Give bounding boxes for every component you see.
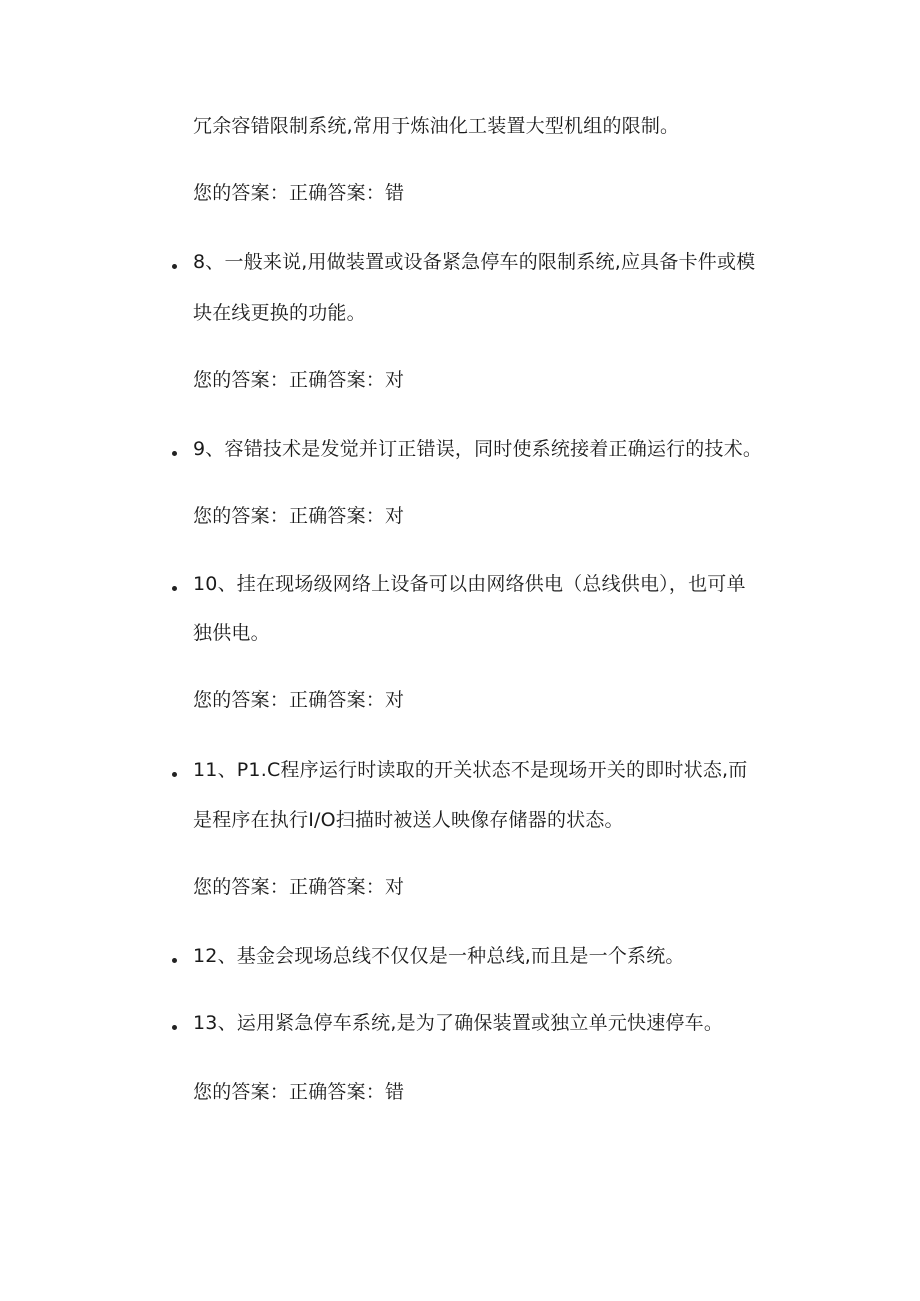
intro-answer-text: 您的答案：正确答案：错 xyxy=(193,182,405,204)
question-12-line-1: 12、基金会现场总线不仅仅是一种总线,而且是一个系统。 xyxy=(193,945,685,967)
question-8-line-2: 块在线更换的功能。 xyxy=(193,302,366,324)
question-11-line-2: 是程序在执行I/O扫描时被送人映像存储器的状态。 xyxy=(193,809,624,831)
bullet-icon xyxy=(172,772,177,777)
question-13-line-1: 13、运用紧急停车系统,是为了确保装置或独立单元快速停车。 xyxy=(193,1012,724,1034)
question-8-answer: 您的答案：正确答案：对 xyxy=(193,369,405,391)
bullet-icon xyxy=(172,264,177,269)
question-8-line-1: 8、一般来说,用做装置或设备紧急停车的限制系统,应具备卡件或模 xyxy=(193,251,756,273)
question-9-line-1: 9、容错技术是发觉并订正错误，同时使系统接着正确运行的技术。 xyxy=(193,438,763,460)
intro-continuation-text: 冗余容错限制系统,常用于炼油化工装置大型机组的限制。 xyxy=(193,115,680,137)
question-10-line-1: 10、挂在现场级网络上设备可以由网络供电（总线供电），也可单 xyxy=(193,573,746,595)
bullet-icon xyxy=(172,958,177,963)
bullet-icon xyxy=(172,586,177,591)
question-10-answer: 您的答案：正确答案：对 xyxy=(193,689,405,711)
question-10-line-2: 独供电。 xyxy=(193,622,270,644)
question-9-answer: 您的答案：正确答案：对 xyxy=(193,505,405,527)
bullet-icon xyxy=(172,1025,177,1030)
question-11-answer: 您的答案：正确答案：对 xyxy=(193,876,405,898)
bullet-icon xyxy=(172,451,177,456)
question-11-line-1: 11、P1.C程序运行时读取的开关状态不是现场开关的即时状态,而 xyxy=(193,759,748,781)
question-13-answer: 您的答案：正确答案：错 xyxy=(193,1081,405,1103)
